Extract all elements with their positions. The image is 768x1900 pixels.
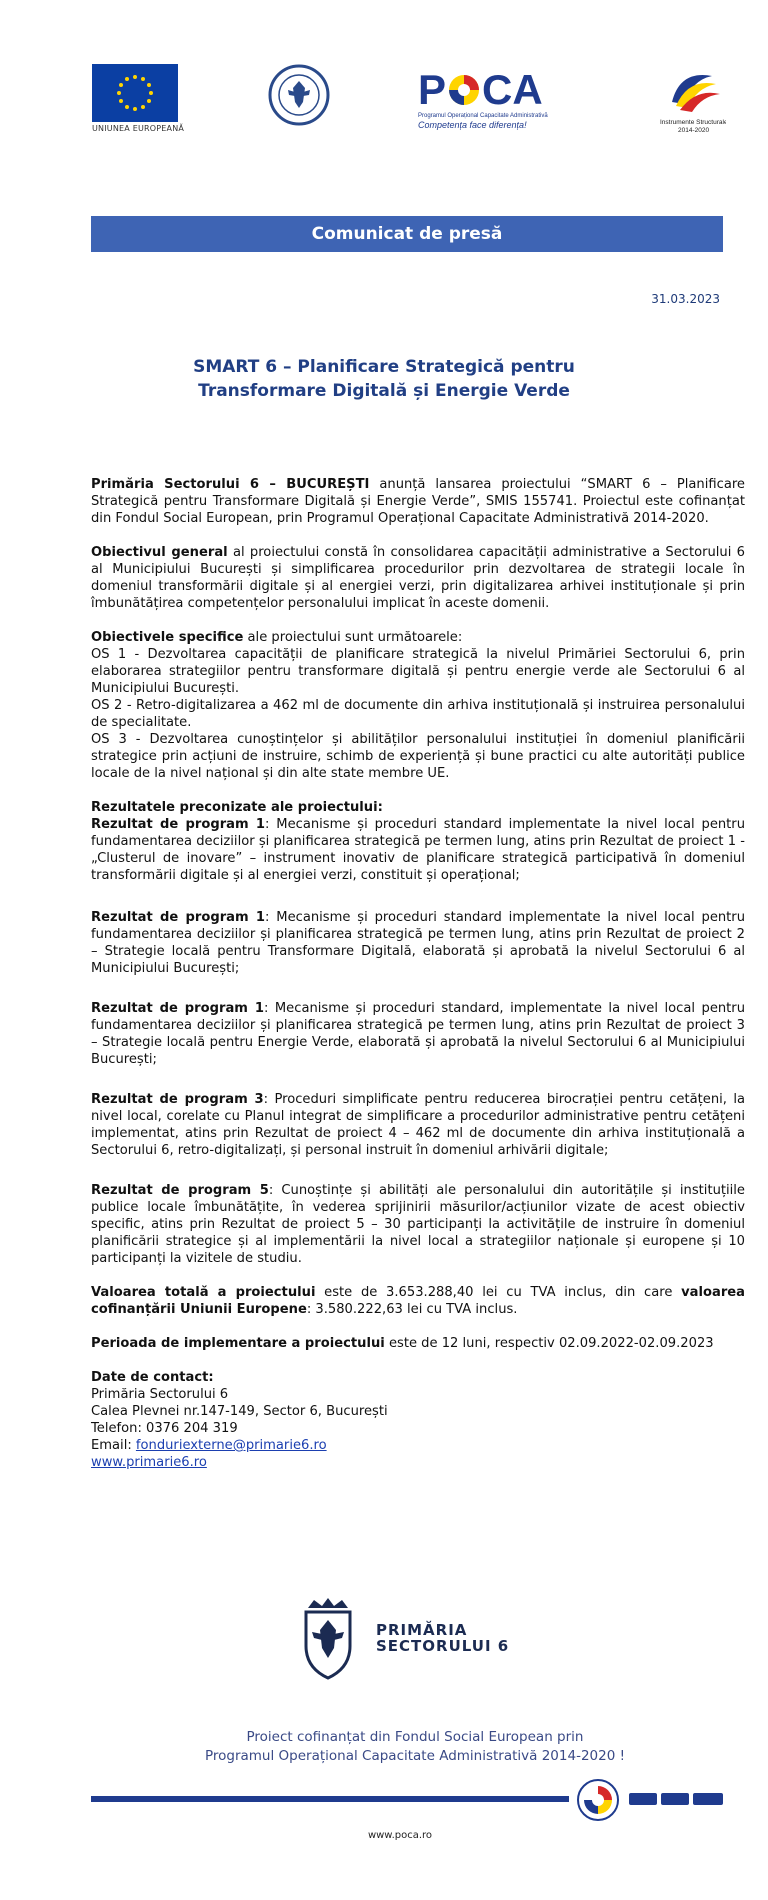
poca-logo — [418, 66, 578, 136]
contact-website-line — [91, 1454, 745, 1471]
general-objective-paragraph — [91, 544, 745, 612]
document-body — [91, 476, 745, 1471]
result-text: : Proceduri simplificate pentru reducerea birocrației pentru cetățeni, la nivel local, corelate cu Planul integrat de simplificare a procedurilor administrative pentru cetățeni implementat, atins prin Rezultat de proiect 4 – 462 ml de documente din arhiva instituțională a Sectorului 6, retro-digitalizați, și personal instruit în domeniul arhivării digitale; — [91, 1092, 745, 1158]
value-text-1: este de 3.653.288,40 lei cu TVA inclus, din care — [315, 1285, 682, 1300]
result-text: : Mecanisme și proceduri standard, implementate la nivel local pentru fundamentarea deciziilor și planificarea strategică pe termen lung, atins prin Rezultat de proiect 3 – Strategie locală pentru Energie Verde, elaborată și aprobată la nivelul Sectorului 6 al Municipiului București; — [91, 1001, 745, 1067]
sector6-logo-line2: SECTORULUI 6 — [376, 1637, 510, 1655]
footer-line1: Proiect cofinanțat din Fondul Social European prin — [246, 1729, 584, 1745]
result-item — [91, 1000, 745, 1068]
general-objective-text: al proiectului constă în consolidarea capacității administrative a Sectorului 6 al Municipiului București și simplificarea procedurilor prin dezvoltarea de strategii locale în domeniul transformării digitale și al energiei verzi, prin digitalizarea arhivei instituționale și prin îmbunătățirea competențelor personalului implicat în aceste domenii. — [91, 545, 745, 611]
os-item: OS 3 - Dezvoltarea cunoștințelor și abilităților personalului instituției în domeniul planificării strategice prin acțiuni de instruire, schimb de experiență și bune practici cu alte autorități publice locale de la nivel național și din alte state membre UE. — [91, 732, 745, 781]
contact-org: Primăria Sectorului 6 — [91, 1387, 229, 1402]
result-text: : Mecanisme și proceduri standard implementate la nivel local pentru fundamentarea deciziilor și planificarea strategică pe termen lung, atins prin Rezultat de proiect 1 - „Clusterul de inovare” – instrument inovativ de planificare strategică participativă în domeniul transformării digitale și al energiei verzi, constituit și operațional; — [91, 817, 745, 883]
os-item: OS 2 - Retro-digitalizarea a 462 ml de documente din arhiva instituțională și instruirea personalului de specialitate. — [91, 698, 745, 730]
svg-text:P: P — [418, 66, 447, 113]
general-objective-bold: Obiectivul general — [91, 545, 228, 560]
os-item: OS 1 - Dezvoltarea capacității de planificare strategică la nivelul Primăriei Sectorului 6, prin elaborarea strategiilor pentru transformare digitală și pentru energie verde ale Sectorului 6 al Municipiului București. — [91, 647, 745, 696]
result-item — [91, 816, 745, 884]
press-release-banner: Comunicat de presă — [91, 216, 723, 252]
intro-paragraph — [91, 476, 745, 527]
eu-flag-logo — [92, 64, 178, 122]
implementation-period — [91, 1335, 745, 1352]
footer-text — [180, 1728, 650, 1766]
results-heading — [91, 799, 745, 816]
result-item — [91, 1091, 745, 1159]
title-line-1: SMART 6 – Planificare Strategică pentru — [193, 357, 575, 377]
result-label: Rezultat de program 1 — [91, 1001, 264, 1016]
poca-footer-icon — [576, 1778, 620, 1822]
poca-tagline: Competența face diferența! — [418, 120, 527, 130]
result-label: Rezultat de program 1 — [91, 910, 266, 925]
specific-objectives-heading — [91, 629, 745, 646]
result-label: Rezultat de program 1 — [91, 817, 266, 832]
project-value — [91, 1284, 745, 1318]
instrumente-structurale-logo — [660, 62, 726, 134]
footer-url: www.poca.ro — [367, 1830, 433, 1841]
svg-text:CA: CA — [482, 66, 543, 113]
email-link[interactable]: fonduriexterne@primarie6.ro — [135, 1438, 327, 1453]
sector6-logo-text — [376, 1622, 509, 1654]
release-date: 31.03.2023 — [651, 292, 720, 306]
website-link[interactable]: www.primarie6.ro — [91, 1455, 207, 1470]
contact-email-line — [91, 1437, 745, 1454]
instruments-line2: 2014-2020 — [678, 127, 710, 134]
value-bold-2: valoarea cofinanțării Uniunii Europene — [91, 1285, 746, 1317]
contact-phone: Telefon: 0376 204 319 — [91, 1421, 238, 1436]
result-item — [91, 1182, 745, 1267]
value-bold-1: Valoarea totală a proiectului — [91, 1285, 316, 1300]
result-item — [91, 909, 745, 977]
title-line-2: Transformare Digitală și Energie Verde — [198, 381, 570, 401]
eu-caption: UNIUNEA EUROPEANĂ — [92, 124, 185, 133]
result-label: Rezultat de program 5 — [91, 1183, 269, 1198]
page-title — [120, 355, 648, 403]
intro-bold: Primăria Sectorului 6 – BUCUREȘTI — [91, 477, 370, 492]
intro-text: anunță lansarea proiectului “SMART 6 – Planificare Strategică pentru Transformare Digitală și Energie Verde”, SMIS 155741. Proiectul este cofinanțat din Fondul Social European, prin Programul Operațional Capacitate Administrativă 2014-2020. — [91, 477, 745, 526]
sector6-crest-icon — [300, 1598, 356, 1680]
instruments-line1: Instrumente Structurale — [660, 119, 726, 126]
specific-objectives-text: ale proiectului sunt următoarele: — [243, 630, 463, 645]
value-text-2: : 3.580.222,63 lei cu TVA inclus. — [306, 1302, 518, 1317]
result-text: : Cunoștințe și abilități ale personalului din autoritățile și instituțiile publice locale îmbunătățite, în vederea sprijinirii măsurilor/acțiunilor vizate de acest obiectiv specific, atins prin Rezultat de proiect 5 – 30 participanți la activitățile de instruire în domeniul planificării strategice și al implementării la nivel local a strategiilor naționale și europene și 10 participanți la vizitele de studiu. — [91, 1183, 745, 1266]
footer-line2: Programul Operațional Capacitate Administrativă 2014-2020 ! — [204, 1748, 626, 1764]
footer-bar — [91, 1790, 723, 1802]
specific-objectives-bold: Obiectivele specifice — [91, 630, 244, 645]
contact-heading-text: Date de contact: — [91, 1370, 214, 1385]
results-heading-text: Rezultatele preconizate ale proiectului: — [91, 800, 383, 815]
sector6-logo-line1: PRIMĂRIA — [376, 1621, 468, 1639]
poca-subtitle: Programul Operațional Capacitate Administrativă — [418, 113, 548, 119]
contact-address: Calea Plevnei nr.147-149, Sector 6, București — [91, 1404, 388, 1419]
government-seal-logo — [268, 64, 330, 126]
period-bold: Perioada de implementare a proiectului — [91, 1336, 385, 1351]
period-text: este de 12 luni, respectiv 02.09.2022-02.09.2023 — [384, 1336, 714, 1351]
email-label: Email: — [91, 1438, 136, 1453]
contact-heading — [91, 1369, 745, 1386]
result-text: : Mecanisme și proceduri standard implementate la nivel local pentru fundamentarea deciziilor și planificarea strategică pe termen lung, atins prin Rezultat de proiect 2 – Strategie locală pentru Transformare Digitală, elaborată și aprobată la nivelul Sectorului 6 al Municipiului București; — [91, 910, 745, 976]
result-label: Rezultat de program 3 — [91, 1092, 264, 1107]
